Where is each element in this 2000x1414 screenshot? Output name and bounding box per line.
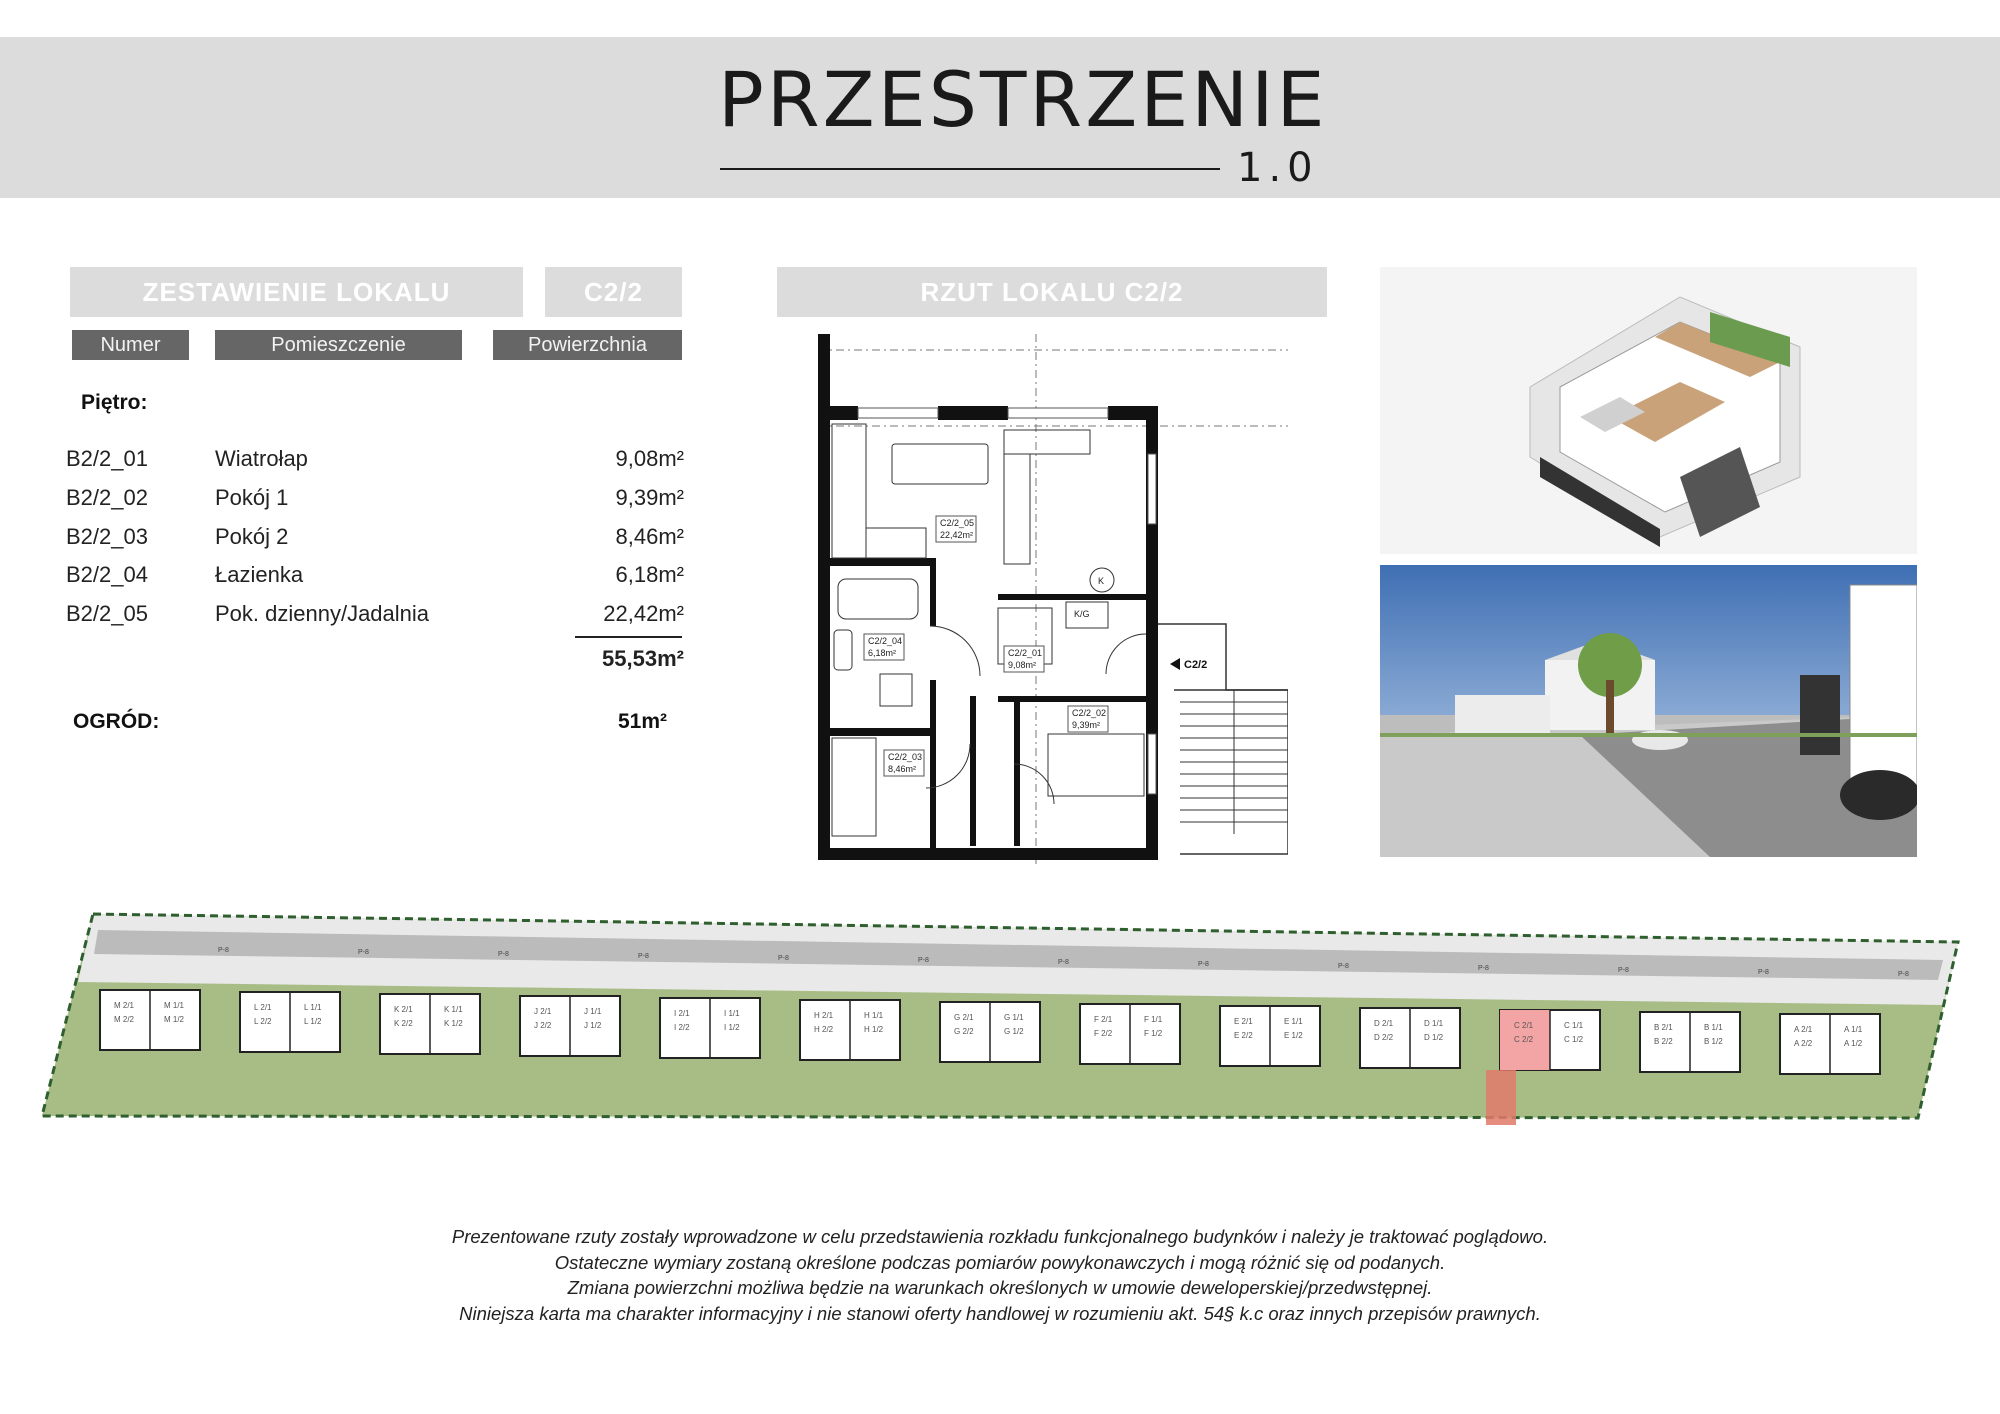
sum-divider bbox=[575, 636, 682, 638]
site-unit-label: E 1/2 bbox=[1284, 1031, 1303, 1040]
site-unit-label: J 2/1 bbox=[534, 1007, 552, 1016]
site-unit-label: C 2/2 bbox=[1514, 1035, 1534, 1044]
site-parking-label: P-8 bbox=[638, 953, 649, 960]
plan-kg-label: K/G bbox=[1074, 609, 1090, 619]
plan-label: 9,08m² bbox=[1008, 660, 1037, 670]
site-parking-label: P-8 bbox=[778, 955, 789, 962]
site-unit-label: C 2/1 bbox=[1514, 1021, 1534, 1030]
plan-label: C2/2_01 bbox=[1008, 648, 1043, 658]
plan-label: C2/2_03 bbox=[888, 752, 923, 762]
site-parking-label: P-8 bbox=[358, 949, 369, 956]
site-plan bbox=[38, 910, 1963, 1125]
room-number: B2/2_01 bbox=[66, 446, 148, 471]
site-unit-label: A 2/2 bbox=[1794, 1039, 1813, 1048]
site-unit-label: J 1/1 bbox=[584, 1007, 602, 1016]
site-parking-label: P-8 bbox=[1338, 963, 1349, 970]
brand-version: 1.0 bbox=[1237, 145, 1319, 191]
brand-logo: PRZESTRZENIE bbox=[718, 55, 1328, 144]
site-parking-label: P-8 bbox=[218, 947, 229, 954]
plan-label: C2/2_05 bbox=[940, 518, 975, 528]
plan-label: 6,18m² bbox=[868, 648, 897, 658]
site-unit-label: G 2/2 bbox=[954, 1027, 974, 1036]
plan-k-label: K bbox=[1098, 576, 1105, 586]
site-unit-label: G 1/2 bbox=[1004, 1027, 1024, 1036]
column-header-area: Powierzchnia bbox=[493, 330, 682, 360]
site-unit-label: M 1/2 bbox=[164, 1015, 185, 1024]
plan-label: 22,42m² bbox=[940, 530, 974, 540]
site-unit-label: I 2/2 bbox=[674, 1023, 690, 1032]
site-unit-label: H 1/1 bbox=[864, 1011, 884, 1020]
room-name: Pok. dzienny/Jadalnia bbox=[215, 601, 430, 626]
site-unit-label: J 2/2 bbox=[534, 1021, 552, 1030]
site-unit-label: B 2/1 bbox=[1654, 1023, 1673, 1032]
site-unit-label: H 2/1 bbox=[814, 1011, 834, 1020]
room-area: 8,46m² bbox=[615, 524, 684, 549]
site-parking-label: P-8 bbox=[1198, 961, 1209, 968]
disclaimer-line: Prezentowane rzuty zostały wprowadzone w celu przedstawienia rozkładu funkcjonalnego budynków i należy je traktować poglądowo. bbox=[451, 1226, 1549, 1247]
site-unit-label: E 1/1 bbox=[1284, 1017, 1303, 1026]
site-unit-label: K 1/2 bbox=[444, 1019, 463, 1028]
site-unit-label: H 1/2 bbox=[864, 1025, 884, 1034]
plan-label: C2/2_04 bbox=[868, 636, 903, 646]
plan-label: 8,46m² bbox=[888, 764, 917, 774]
disclaimer-line: Zmiana powierzchni możliwa będzie na warunkach określonych w umowie deweloperskiej/przedwstępnej. bbox=[567, 1277, 1433, 1298]
garden-area: 51m² bbox=[618, 710, 668, 733]
disclaimer-line: Niniejsza karta ma charakter informacyjny i nie stanowi oferty handlowej w rozumieniu akt. 54§ k.c oraz innych przepisów prawnych. bbox=[459, 1302, 1541, 1324]
plan-label: C2/2_02 bbox=[1072, 708, 1107, 718]
disclaimer bbox=[250, 1224, 1750, 1326]
floor-plan bbox=[818, 334, 1288, 864]
site-unit-label: A 1/1 bbox=[1844, 1025, 1863, 1034]
room-number: B2/2_02 bbox=[66, 485, 148, 510]
site-unit-label: B 2/2 bbox=[1654, 1037, 1673, 1046]
site-unit-label: C 1/2 bbox=[1564, 1035, 1584, 1044]
brand-underline bbox=[720, 168, 1220, 170]
street-render bbox=[1380, 565, 1917, 857]
site-parking-label: P-8 bbox=[1058, 959, 1069, 966]
room-name: Pokój 1 bbox=[215, 485, 289, 510]
site-unit-label: F 2/1 bbox=[1094, 1015, 1113, 1024]
site-unit-label: M 1/1 bbox=[164, 1001, 185, 1010]
room-number: B2/2_03 bbox=[66, 524, 148, 549]
site-unit-label: K 2/1 bbox=[394, 1005, 413, 1014]
disclaimer-line: Ostateczne wymiary zostaną określone podczas pomiarów powykonawczych i mogą różnić się od podanych. bbox=[554, 1251, 1446, 1273]
site-unit-label: L 2/1 bbox=[254, 1003, 272, 1012]
plan-title: RZUT LOKALU C2/2 bbox=[777, 267, 1327, 317]
room-name: Łazienka bbox=[215, 562, 304, 587]
site-unit-label: I 2/1 bbox=[674, 1009, 690, 1018]
site-unit-label: E 2/2 bbox=[1234, 1031, 1253, 1040]
site-unit-label: F 1/1 bbox=[1144, 1015, 1163, 1024]
room-number: B2/2_05 bbox=[66, 601, 148, 626]
site-parking-label: P-8 bbox=[498, 951, 509, 958]
site-unit-label: L 2/2 bbox=[254, 1017, 272, 1026]
site-unit-label: I 1/2 bbox=[724, 1023, 740, 1032]
room-number: B2/2_04 bbox=[66, 562, 148, 587]
site-unit-label: M 2/2 bbox=[114, 1015, 135, 1024]
room-area: 22,42m² bbox=[603, 601, 684, 626]
site-unit-label: K 1/1 bbox=[444, 1005, 463, 1014]
total-area: 55,53m² bbox=[602, 646, 684, 671]
axonometric-render bbox=[1380, 267, 1917, 554]
room-area: 9,08m² bbox=[615, 446, 684, 471]
site-unit-label: D 2/2 bbox=[1374, 1033, 1394, 1042]
site-unit-label: J 1/2 bbox=[584, 1021, 602, 1030]
plan-entrance-label: C2/2 bbox=[1184, 659, 1208, 671]
site-unit-label: D 1/2 bbox=[1424, 1033, 1444, 1042]
site-unit-label: H 2/2 bbox=[814, 1025, 834, 1034]
site-unit-label: A 2/1 bbox=[1794, 1025, 1813, 1034]
site-unit-label: C 1/1 bbox=[1564, 1021, 1584, 1030]
site-unit-label: K 2/2 bbox=[394, 1019, 413, 1028]
unit-code: C2/2 bbox=[545, 267, 682, 317]
site-garden-highlight bbox=[1486, 1070, 1516, 1125]
site-unit-label: B 1/1 bbox=[1704, 1023, 1723, 1032]
site-parking-label: P-8 bbox=[1618, 967, 1629, 974]
site-unit-label: E 2/1 bbox=[1234, 1017, 1253, 1026]
column-header-room: Pomieszczenie bbox=[215, 330, 462, 360]
room-name: Pokój 2 bbox=[215, 524, 289, 549]
site-unit-label: F 2/2 bbox=[1094, 1029, 1113, 1038]
room-area: 6,18m² bbox=[615, 562, 684, 587]
site-unit-label: L 1/2 bbox=[304, 1017, 322, 1026]
site-unit-label: B 1/2 bbox=[1704, 1037, 1723, 1046]
site-parking-label: P-8 bbox=[918, 957, 929, 964]
summary-title: ZESTAWIENIE LOKALU bbox=[70, 267, 523, 317]
site-unit-label: G 2/1 bbox=[954, 1013, 974, 1022]
site-unit-label: D 2/1 bbox=[1374, 1019, 1394, 1028]
room-name: Wiatrołap bbox=[215, 446, 308, 471]
site-unit-label: I 1/1 bbox=[724, 1009, 740, 1018]
site-unit-label: G 1/1 bbox=[1004, 1013, 1024, 1022]
site-parking-label: P-8 bbox=[1898, 971, 1909, 978]
site-unit-label: L 1/1 bbox=[304, 1003, 322, 1012]
entrance-marker bbox=[1170, 658, 1207, 671]
site-unit-label: A 1/2 bbox=[1844, 1039, 1863, 1048]
plan-label: 9,39m² bbox=[1072, 720, 1101, 730]
column-header-number: Numer bbox=[72, 330, 189, 360]
site-unit-label: F 1/2 bbox=[1144, 1029, 1163, 1038]
site-unit-label: D 1/1 bbox=[1424, 1019, 1444, 1028]
garden-label: OGRÓD: bbox=[73, 710, 160, 733]
site-parking-label: P-8 bbox=[1478, 965, 1489, 972]
site-unit-label: M 2/1 bbox=[114, 1001, 135, 1010]
floor-label: Piętro: bbox=[81, 391, 148, 414]
room-area: 9,39m² bbox=[615, 485, 684, 510]
site-parking-label: P-8 bbox=[1758, 969, 1769, 976]
